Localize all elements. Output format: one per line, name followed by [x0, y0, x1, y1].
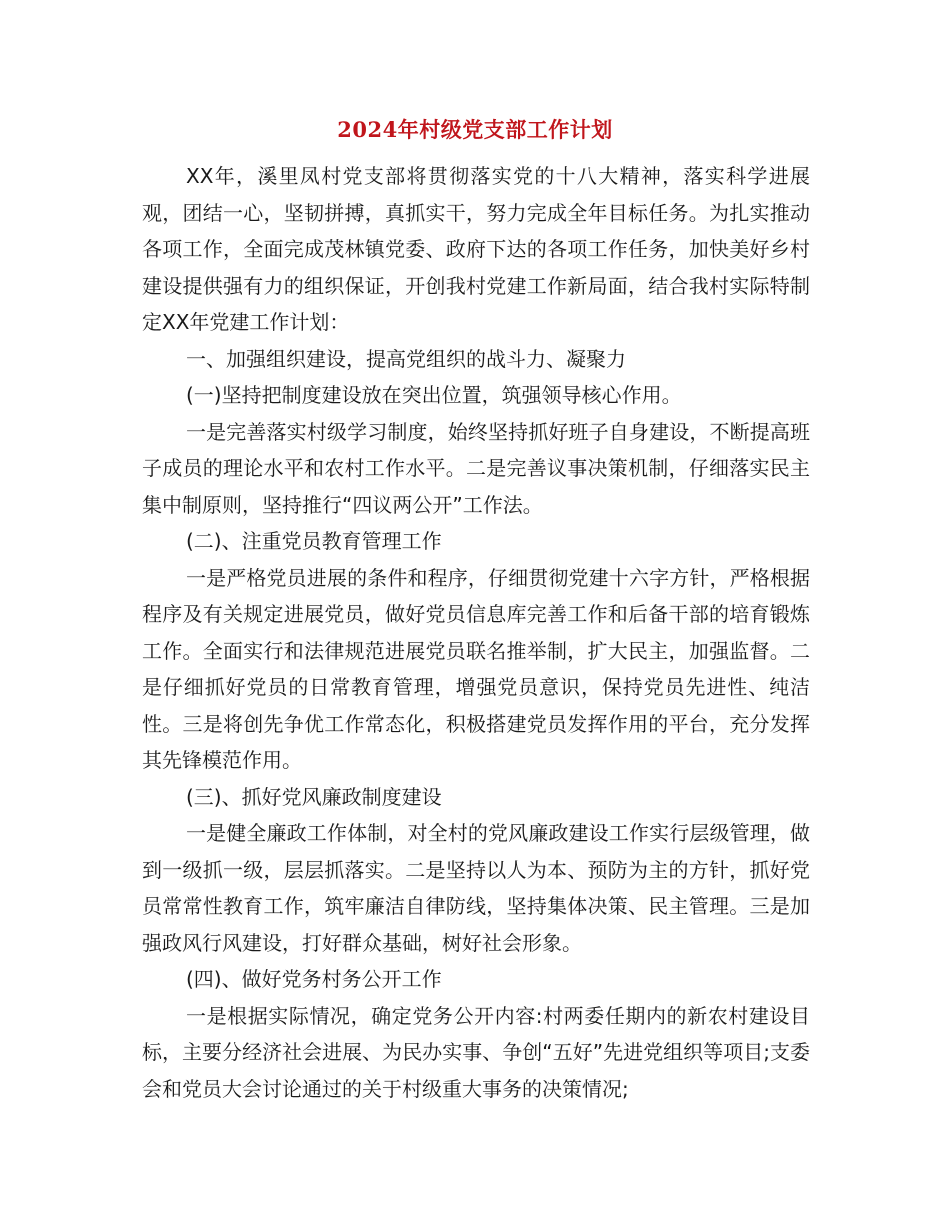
subsection-heading-4: (四)、做好党务村务公开工作 — [186, 967, 442, 991]
document-body — [142, 158, 810, 1107]
subsection-heading-3: (三)、抓好党风廉政制度建设 — [186, 784, 442, 809]
paragraph-1: 一是完善落实村级学习制度，始终坚持抓好班子自身建设，不断提高班子成员的理论水平和农村工作水平。二是完善议事决策机制，仔细落实民主集中制原则，坚持推行“四议两公开”工作法。 — [142, 419, 810, 517]
document-title: 2024年村级党支部工作计划 — [337, 117, 613, 142]
subsection-heading-1: (一)坚持把制度建设放在突出位置，筑强领导核心作用。 — [186, 383, 682, 407]
paragraph-4: 一是根据实际情况，确定党务公开内容:村两委任期内的新农村建设目标，主要分经济社会进展、为民办实事、争创“五好”先进党组织等项目;支委会和党员大会讨论通过的关于村级重大事务的决策情况; — [142, 1003, 810, 1101]
paragraph-3: 一是健全廉政工作体制，对全村的党风廉政建设工作实行层级管理，做到一级抓一级，层层抓落实。二是坚持以人为本、预防为主的方针，抓好党员常常性教育工作，筑牢廉洁自律防线，坚持集体决策、民主管理。三是加强政风行风建设，打好群众基础，树好社会形象。 — [142, 821, 810, 955]
paragraph-2: 一是严格党员进展的条件和程序，仔细贯彻党建十六字方针，严格根据程序及有关规定进展党员，做好党员信息库完善工作和后备干部的培育锻炼工作。全面实行和法律规范进展党员联名推举制，扩大民主，加强监督。二是仔细抓好党员的日常教育管理，增强党员意识，保持党员先进性、纯洁性。三是将创先争优工作常态化，积极搭建党员发挥作用的平台，充分发挥其先锋模范作用。 — [142, 565, 810, 772]
section-heading-1: 一、加强组织建设，提高党组织的战斗力、凝聚力 — [186, 346, 626, 371]
subsection-heading-2: (二)、注重党员教育管理工作 — [186, 529, 442, 553]
paragraph-intro: XX年，溪里凤村党支部将贯彻落实党的十八大精神，落实科学进展观，团结一心，坚韧拼搏，真抓实干，努力完成全年目标任务。为扎实推动各项工作，全面完成茂林镇党委、政府下达的各项工作任务，加快美好乡村建设提供强有力的组织保证，开创我村党建工作新局面，结合我村实际特制定XX年党建工作计划： — [142, 164, 810, 334]
